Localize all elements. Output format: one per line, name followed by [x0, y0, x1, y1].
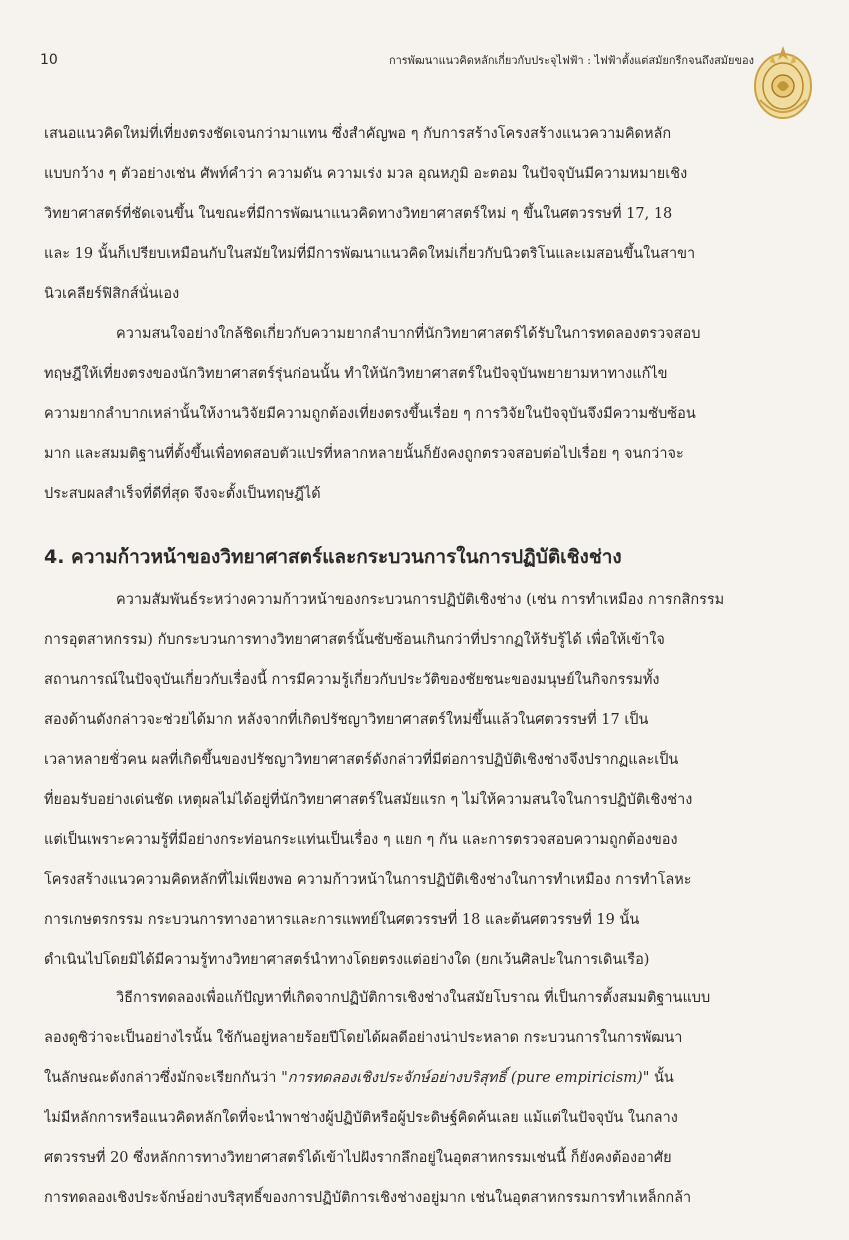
paragraph-3 [44, 580, 796, 980]
paragraph-line: การทดลองเชิงประจักษ์อย่างบริสุทธิ์ของการปฏิบัติการเชิงช่างอยู่มาก เช่นในอุตสาหกรรมการทำเหล็กกล้า [44, 1190, 692, 1206]
paragraph-line: เสนอแนวคิดใหม่ที่เที่ยงตรงชัดเจนกว่ามาแทน ซึ่งสำคัญพอ ๆ กับการสร้างโครงสร้างแนวความคิดหลัก [44, 126, 672, 142]
line-text-after: นั้น [649, 1070, 674, 1086]
running-title: การพัฒนาแนวคิดหลักเกี่ยวกับประจุไฟฟ้า : ไฟฟ้าตั้งแต่สมัยกรีกจนถึงสมัยของ [388, 54, 754, 67]
paragraph-line: วิธีการทดลองเพื่อแก้ปัญหาที่เกิดจากปฏิบัติการเชิงช่างในสมัยโบราณ ที่เป็นการตั้งสมมติฐานแบบ [116, 990, 711, 1006]
paragraph-line: โครงสร้างแนวความคิดหลักที่ไม่เพียงพอ ความก้าวหน้าในการปฏิบัติเชิงช่างในการทำเหมือง การทำโลหะ [44, 872, 692, 888]
paragraph-line: ความสัมพันธ์ระหว่างความก้าวหน้าของกระบวนการปฏิบัติเชิงช่าง (เช่น การทำเหมือง การกสิกรรม [116, 592, 725, 608]
emphasized-term: "การทดลองเชิงประจักษ์อย่างบริสุทธิ์ (pure empiricism)" [281, 1070, 650, 1086]
paragraph-line: แบบกว้าง ๆ ตัวอย่างเช่น ศัพท์คำว่า ความดัน ความเร่ง มวล อุณหภูมิ อะตอม ในปัจจุบันมีความหมายเชิง [44, 166, 688, 182]
page-header [40, 48, 754, 72]
section-heading: 4. ความก้าวหน้าของวิทยาศาสตร์และกระบวนการในการปฏิบัติเชิงช่าง [44, 546, 622, 568]
paragraph-1 [44, 114, 796, 314]
paragraph-line-with-emphasis [44, 1058, 796, 1098]
paragraph-line: ความยากลำบากเหล่านั้นให้งานวิจัยมีความถูกต้องเที่ยงตรงขึ้นเรื่อย ๆ การวิจัยในปัจจุบันจึงมีความซับซ้อน [44, 406, 696, 422]
paragraph-line: และ 19 นั้นก็เปรียบเหมือนกับในสมัยใหม่ที่มีการพัฒนาแนวคิดใหม่เกี่ยวกับนิวตริโนและเมสอนขึ้นในสาขา [44, 246, 696, 262]
paragraph-line: มาก และสมมติฐานที่ตั้งขึ้นเพื่อทดสอบตัวแปรที่หลากหลายนั้นก็ยังคงถูกตรวจสอบต่อไปเรื่อย ๆ จนกว่าจะ [44, 446, 684, 462]
paragraph-line: ความสนใจอย่างใกล้ชิดเกี่ยวกับความยากลำบากที่นักวิทยาศาสตร์ได้รับในการทดลองตรวจสอบ [116, 326, 701, 342]
paragraph-line: การเกษตรกรรม กระบวนการทางอาหารและการแพทย์ในศตวรรษที่ 18 และต้นศตวรรษที่ 19 นั้น [44, 912, 640, 928]
paragraph-line: ทฤษฎีให้เที่ยงตรงของนักวิทยาศาสตร์รุ่นก่อนนั้น ทำให้นักวิทยาศาสตร์ในปัจจุบันพยายามหาทางแก้ไข [44, 366, 668, 382]
paragraph-line: สถานการณ์ในปัจจุบันเกี่ยวกับเรื่องนี้ การมีความรู้เกี่ยวกับประวัติของชัยชนะของมนุษย์ในกิจกรรมทั้ง [44, 672, 660, 688]
paragraph-2 [44, 314, 796, 514]
paragraph-line: สองด้านดังกล่าวจะช่วยได้มาก หลังจากที่เกิดปรัชญาวิทยาศาสตร์ใหม่ขึ้นแล้วในศตวรรษที่ 17 เป็น [44, 712, 649, 728]
line-text-before: ในลักษณะดังกล่าวซึ่งมักจะเรียกกันว่า [44, 1070, 282, 1086]
paragraph-line: เวลาหลายชั่วคน ผลที่เกิดขึ้นของปรัชญาวิทยาศาสตร์ดังกล่าวที่มีต่อการปฏิบัติเชิงช่างจึงปรากฏและเป็น [44, 752, 679, 768]
paragraph-line: ศตวรรษที่ 20 ซึ่งหลักการทางวิทยาศาสตร์ได้เข้าไปฝังรากลึกอยู่ในอุตสาหกรรมเช่นนี้ ก็ยังคงต้องอาศัย [44, 1150, 672, 1166]
paragraph-line: วิทยาศาสตร์ที่ชัดเจนขึ้น ในขณะที่มีการพัฒนาแนวคิดทางวิทยาศาสตร์ใหม่ ๆ ขึ้นในศตวรรษที่ 17, 18 [44, 206, 673, 222]
institution-seal-icon [750, 40, 816, 122]
paragraph-line: นิวเคลียร์ฟิสิกส์นั่นเอง [44, 286, 180, 302]
page-number: 10 [40, 52, 58, 68]
paragraph-line: ลองดูซิว่าจะเป็นอย่างไรนั้น ใช้กันอยู่หลายร้อยปีโดยได้ผลดีอย่างน่าประหลาด กระบวนการในการพัฒนา [44, 1030, 683, 1046]
paragraph-line: ที่ยอมรับอย่างเด่นชัด เหตุผลไม่ได้อยู่ที่นักวิทยาศาสตร์ในสมัยแรก ๆ ไม่ให้ความสนใจในการปฏิบัติเชิงช่าง [44, 792, 693, 808]
paragraph-line: การอุตสาหกรรม) กับกระบวนการทางวิทยาศาสตร์นั้นซับซ้อนเกินกว่าที่ปรากฏให้รับรู้ได้ เพื่อให้เข้าใจ [44, 632, 665, 648]
paragraph-line: ไม่มีหลักการหรือแนวคิดหลักใดที่จะนำพาช่างผู้ปฏิบัติหรือผู้ประดิษฐ์คิดค้นเลย แม้แต่ในปัจจุบัน ในกลาง [44, 1110, 678, 1126]
paragraph-line: ประสบผลสำเร็จที่ดีที่สุด จึงจะตั้งเป็นทฤษฎีได้ [44, 486, 321, 502]
paragraph-4 [44, 978, 796, 1218]
paragraph-line: ดำเนินไปโดยมิได้มีความรู้ทางวิทยาศาสตร์นำทางโดยตรงแต่อย่างใด (ยกเว้นศิลปะในการเดินเรือ) [44, 952, 650, 968]
paragraph-line: แต่เป็นเพราะความรู้ที่มีอย่างกระท่อนกระแท่นเป็นเรื่อง ๆ แยก ๆ กัน และการตรวจสอบความถูกต้องของ [44, 832, 678, 848]
